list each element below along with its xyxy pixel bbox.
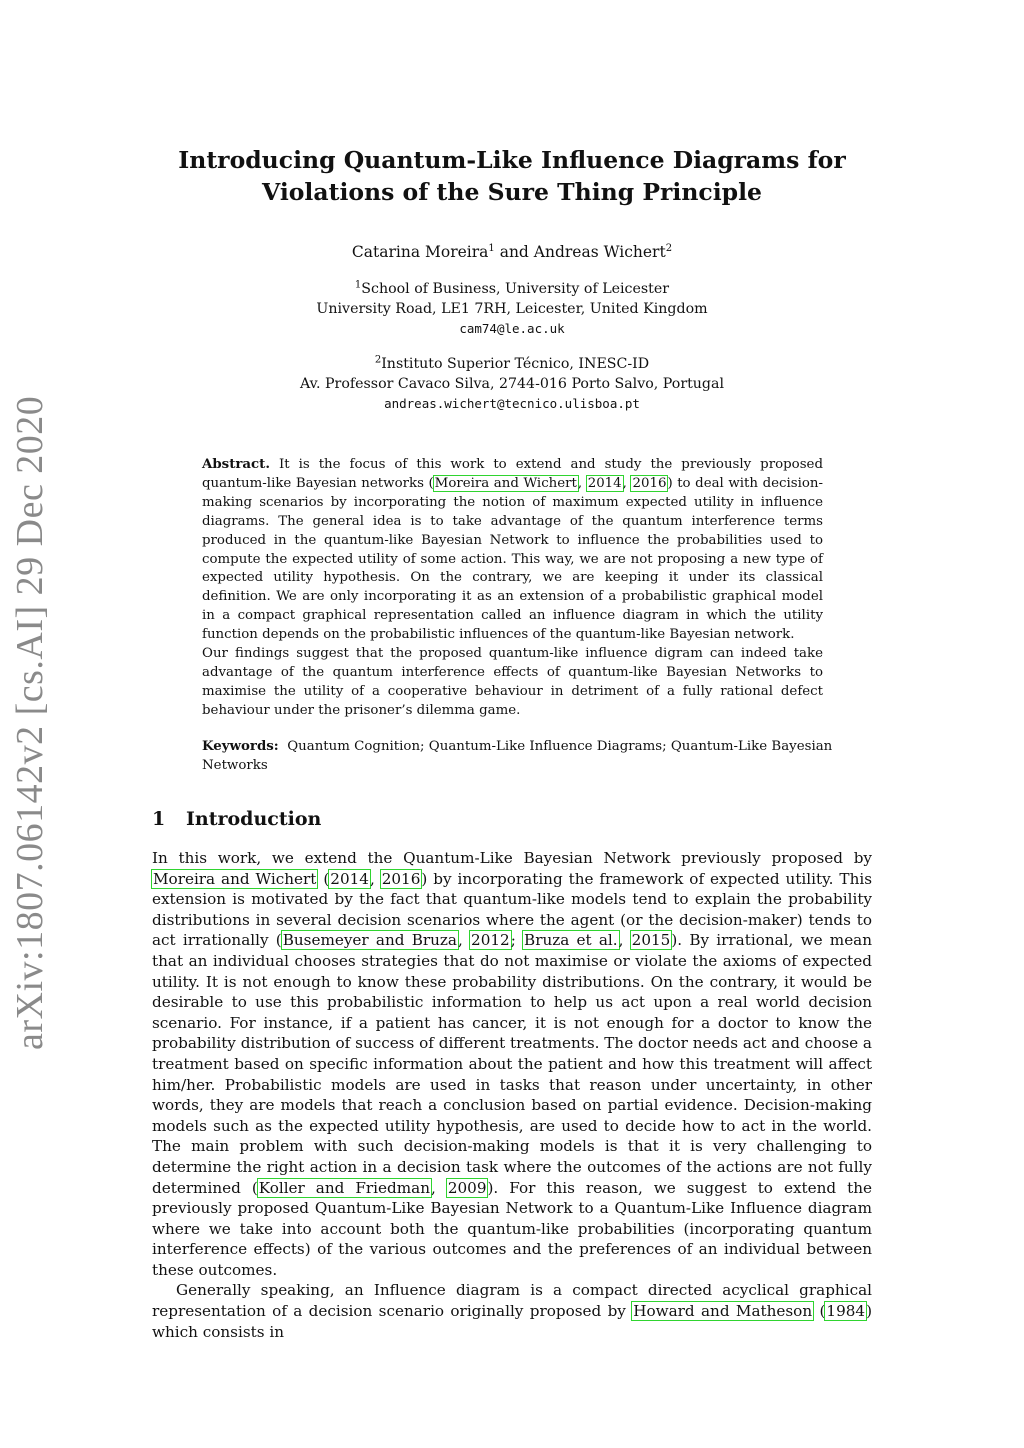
body-text: ( [813,1302,826,1321]
citation-year-link[interactable]: 2012 [471,931,510,950]
abstract-label: Abstract. [202,456,270,472]
body-text: In this work, we extend the Quantum-Like Bayesian Network previously proposed by [152,849,872,867]
author-name: Andreas Wichert [533,243,666,261]
affiliation-address: Av. Professor Cavaco Silva, 2744-016 Porto Salvo, Portugal [299,375,725,392]
author-superscript: 2 [665,242,673,254]
affiliation-superscript: 1 [354,279,362,291]
section-heading [152,806,321,832]
citation-link[interactable]: Howard and Matheson [633,1302,813,1321]
introduction-body [152,848,872,1342]
body-paragraph [152,1280,872,1342]
arxiv-identifier: arXiv:1807.06142v2 [cs.AI] 29 Dec 2020 [9,395,51,1050]
citation-year-link[interactable]: 2014 [330,869,369,888]
citation-link[interactable]: Koller and Friedman [258,1178,430,1197]
affiliation-1 [150,280,874,339]
affiliation-institution: School of Business, University of Leicester [361,281,670,297]
keywords-label: Keywords: [202,738,279,754]
body-text: ). For this reason, we suggest to extend the previously proposed Quantum-Like Bayesian Network to a Quantum-Like Influence diagram where we take into account both the quantum-like probabilities (incorporating quantum interference effects) of the various outcomes and the preferences of an individual between these outcomes. [152,1178,872,1279]
citation-year-link[interactable]: 2016 [632,475,667,491]
body-text: ) which consists in [152,1302,872,1341]
citation-year-link[interactable]: 1984 [826,1302,866,1321]
abstract-text: It is the focus of this work to extend and study the previously proposed quantum-like Bayesian networks ( [202,457,823,491]
body-text: , [618,931,631,950]
abstract [202,455,823,721]
paper-title [150,144,874,208]
abstract-paragraph-2: Our findings suggest that the proposed quantum-like influence digram can indeed take advantage of the quantum interference effects of quantum-like Bayesian Networks to maximise the utility of a cooperative behaviour in detriment of a fully rational defect behaviour under the prisoner’s dilemma game. [202,646,823,718]
body-text: Generally speaking, an Influence diagram is a compact directed acyclical graphical representation of a decision scenario originally proposed by [152,1281,872,1321]
author-email[interactable]: cam74@le.ac.uk [459,321,565,336]
citation-year-link[interactable]: 2015 [631,931,671,950]
citation-separator: , [577,475,587,491]
body-text: , [369,869,381,888]
body-paragraph [152,848,872,1280]
citation-link[interactable]: Busemeyer and Bruza [282,931,457,950]
citation-link[interactable]: Moreira and Wichert [153,869,317,888]
section-title: Introduction [186,808,322,830]
citation-link[interactable]: Moreira and Wichert [434,475,577,491]
author-email[interactable]: andreas.wichert@tecnico.ulisboa.pt [384,396,640,411]
body-text: ) by incorporating the framework of expected utility. This extension is motivated by the fact that quantum-like models tend to explain the probability distributions in several decision scenarios where the agent (or the decision-maker) tends to act irrationally ( [152,869,872,950]
abstract-paragraph-1 [202,455,823,645]
citation-year-link[interactable]: 2014 [587,475,622,491]
keywords-list: Quantum Cognition; Quantum-Like Influence Diagrams; Quantum-Like Bayesian [287,739,833,754]
citation-year-link[interactable]: 2009 [447,1178,487,1197]
citation-separator: , [622,475,632,491]
keywords [202,737,852,776]
body-text: ( [317,869,330,888]
citation-link[interactable]: Bruza et al. [524,931,618,950]
affiliation-2 [150,355,874,414]
citation-year-link[interactable]: 2016 [381,869,421,888]
affiliation-superscript: 2 [374,354,382,366]
body-text: ; [510,931,524,950]
affiliation-institution: Instituto Superior Técnico, INESC-ID [381,356,650,372]
body-text: , [430,1178,447,1197]
author-list [150,241,874,263]
title-line-1: Introducing Quantum-Like Influence Diagrams for [178,146,846,174]
abstract-text: ) to deal with decision-making scenarios by incorporating the notion of maximum expected utility in influence diagrams. The general idea is to take advantage of the quantum interference terms produced in the quantum-like Bayesian Network to influence the probabilities used to compute the expected utility of some action. This way, we are not proposing a new type of expected utility hypothesis. On the contrary, we are keeping it under its classical definition. We are only incorporating it as an extension of a probabilistic graphical model in a compact graphical representation called an influence diagram in which the utility function depends on the probabilistic influences of the quantum-like Bayesian network. [202,475,823,643]
title-line-2: Violations of the Sure Thing Principle [262,178,762,206]
author-name: Catarina Moreira [351,243,489,261]
body-text: ). By irrational, we mean that an individual chooses strategies that do not maximise or violate the axioms of expected utility. It is not enough to know these probability distributions. On the contrary, it would be desirable to use this probabilistic information to help us act upon a real world decision scenario. For instance, if a patient has cancer, it is not enough for a doctor to know the probability distribution of success of different treatments. The doctor needs act and choose a treatment based on specific information about the patient and how this treatment will affect him/her. Probabilistic models are used in tasks that reason under uncertainty, in other words, they are models that reach a conclusion based on partial evidence. Decision-making models such as the expected utility hypothesis, are used to decide how to act in the world. The main problem with such decision-making models is that it is very challenging to determine the right action in a decision task where the outcomes of the actions are not fully determined ( [152,931,873,1197]
section-number: 1 [152,808,166,830]
body-text: , [457,931,471,950]
author-superscript: 1 [488,242,495,254]
keywords-list-continued: Networks [202,757,268,773]
author-conjunction: and [494,243,534,261]
affiliation-address: University Road, LE1 7RH, Leicester, United Kingdom [316,300,708,317]
